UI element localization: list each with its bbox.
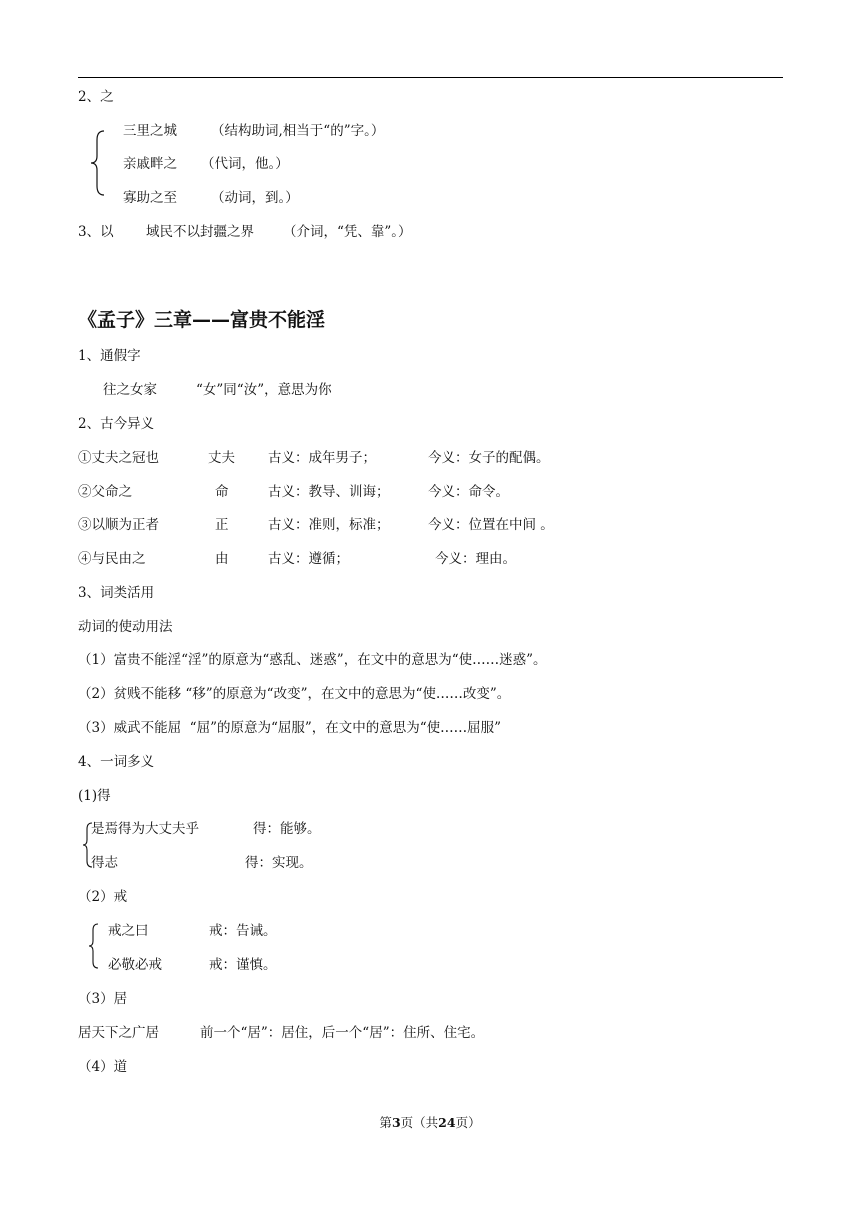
note: “女”同“汝”，意思为你 <box>196 382 332 398</box>
phrase: 得志 <box>91 855 118 871</box>
note: 得：实现。 <box>245 855 313 871</box>
yi-label: 3、以 <box>78 224 114 240</box>
cilei-item-2: （2）贫贱不能移 “移”的原意为“改变”，在文中的意思为“使……改变”。 <box>78 686 511 702</box>
word: 正 <box>215 517 229 533</box>
footer-pre: 第 <box>379 1115 392 1130</box>
gujin-row-4 <box>78 550 728 568</box>
zhi-heading: 2、之 <box>78 89 114 105</box>
phrase: 必敬必戒 <box>108 957 162 973</box>
note: 前一个“居”：居住，后一个“居”：住所、住宅。 <box>200 1025 485 1041</box>
phrase: ③以顺为正者 <box>78 517 159 533</box>
phrase: ④与民由之 <box>78 551 146 567</box>
note: （代词，他。） <box>201 156 289 172</box>
phrase: 亲戚畔之 <box>123 156 177 172</box>
brace-icon <box>88 923 100 969</box>
word: 由 <box>215 551 229 567</box>
note: 戒：谨慎。 <box>209 957 277 973</box>
gu-meaning: 古义：遵循； <box>268 551 349 567</box>
dao-label: （4）道 <box>78 1059 128 1075</box>
de-item-2 <box>91 854 691 872</box>
page-number: 3 <box>391 1115 401 1130</box>
footer-post: 页） <box>455 1115 481 1130</box>
tongjiazi-row <box>78 381 678 399</box>
cilei-item-3: （3）威武不能屈 “屈”的原意为“屈服”，在文中的意思为“使……屈服” <box>78 720 502 736</box>
gujin-row-2 <box>78 483 728 501</box>
gujin-heading: 2、古今异义 <box>78 416 155 432</box>
word: 命 <box>215 484 229 500</box>
zhi-item-1 <box>123 122 723 140</box>
zhi-item-3 <box>123 189 723 207</box>
gu-meaning: 古义：教导、训诲； <box>268 484 390 500</box>
cilei-subheading: 动词的使动用法 <box>78 619 173 635</box>
note: 得：能够。 <box>253 821 321 837</box>
section-title: 《孟子》三章——富贵不能淫 <box>78 309 326 331</box>
phrase: 寡助之至 <box>123 190 177 206</box>
jie-item-1 <box>108 922 708 940</box>
note: （动词，到。） <box>211 190 299 206</box>
phrase: 往之女家 <box>103 382 157 398</box>
note: 戒：告诫。 <box>209 923 277 939</box>
note: （介词，“凭、靠”。） <box>283 224 412 240</box>
jin-meaning: 今义：理由。 <box>435 551 516 567</box>
de-label: (1)得 <box>78 788 111 804</box>
phrase: 域民不以封疆之界 <box>146 224 254 240</box>
gujin-row-1 <box>78 449 728 467</box>
total-pages: 24 <box>438 1115 456 1130</box>
jin-meaning: 今义：女子的配偶。 <box>428 450 550 466</box>
cilei-heading: 3、词类活用 <box>78 585 155 601</box>
phrase: 三里之城 <box>123 123 177 139</box>
jie-label: （2）戒 <box>78 889 128 905</box>
footer-mid: 页（共 <box>400 1115 439 1130</box>
gujin-row-3 <box>78 516 728 534</box>
phrase: ②父命之 <box>78 484 132 500</box>
ju-label: （3）居 <box>78 991 128 1007</box>
header-rule <box>78 77 783 78</box>
jin-meaning: 今义：命令。 <box>428 484 509 500</box>
page-footer <box>0 1113 860 1131</box>
cilei-item-1: （1）富贵不能淫“淫”的原意为“惑乱、迷惑”，在文中的意思为“使……迷惑”。 <box>78 652 547 668</box>
gu-meaning: 古义：成年男子； <box>268 450 376 466</box>
phrase: 是焉得为大丈夫乎 <box>91 821 199 837</box>
yi-line <box>78 223 678 241</box>
brace-icon <box>90 130 106 196</box>
phrase: 居天下之广居 <box>78 1025 159 1041</box>
word: 丈夫 <box>208 450 235 466</box>
duoyi-heading: 4、一词多义 <box>78 754 155 770</box>
ju-row <box>78 1024 728 1042</box>
jin-meaning: 今义：位置在中间 。 <box>428 517 554 533</box>
phrase: ①丈夫之冠也 <box>78 450 159 466</box>
zhi-item-2 <box>123 155 723 173</box>
phrase: 戒之曰 <box>108 923 149 939</box>
jie-item-2 <box>108 956 708 974</box>
gu-meaning: 古义：准则，标准； <box>268 517 390 533</box>
de-item-1 <box>91 820 691 838</box>
note: （结构助词,相当于“的”字。） <box>211 123 385 139</box>
tongjiazi-heading: 1、通假字 <box>78 348 141 364</box>
